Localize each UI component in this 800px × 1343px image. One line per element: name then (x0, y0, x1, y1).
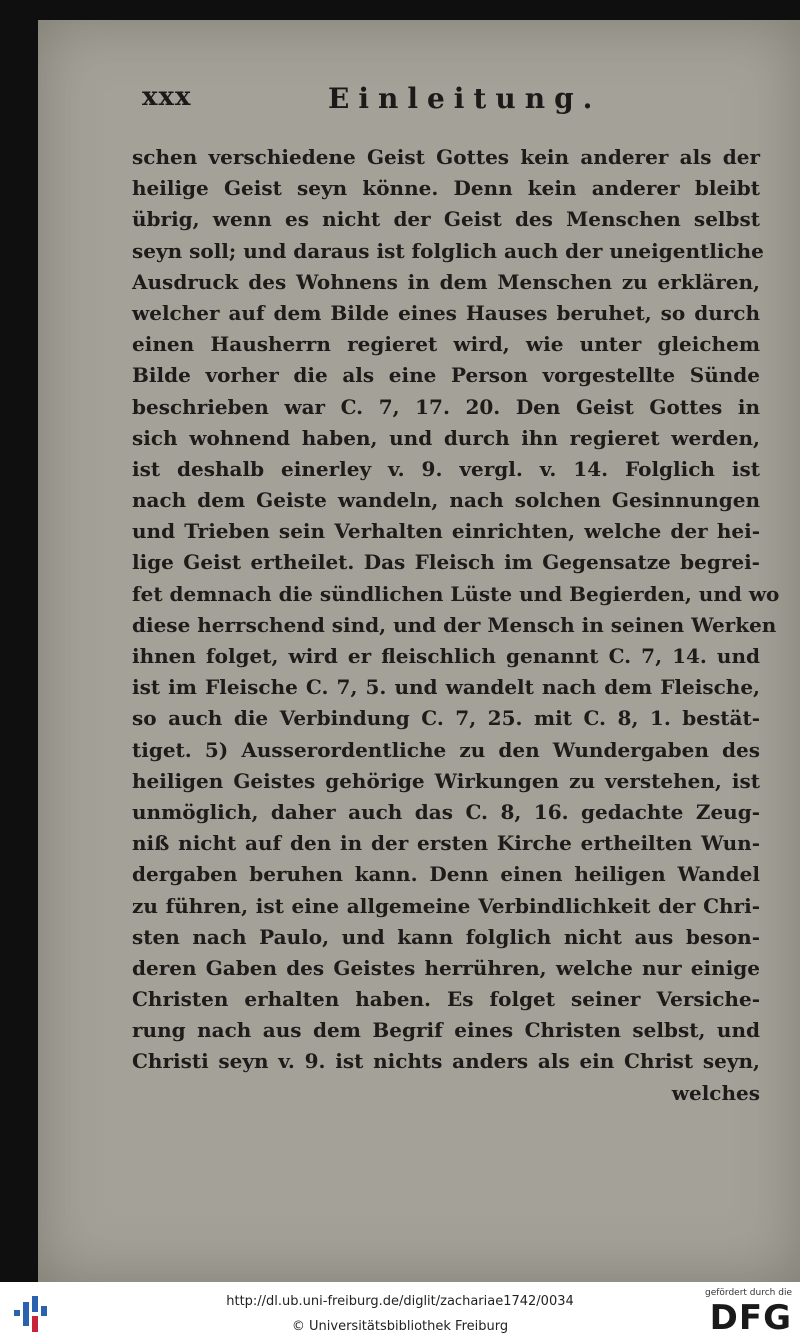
text-line: niß nicht auf den in der ersten Kirche ertheilten Wun- (132, 831, 760, 856)
text-line: Bilde vorher die als eine Person vorgestellte Sünde (132, 363, 760, 388)
text-line: dergaben beruhen kann. Denn einen heiligen Wandel (132, 862, 760, 887)
text-line: Christen erhalten haben. Es folget seiner Versiche- (132, 987, 760, 1012)
text-line: sten nach Paulo, und kann folglich nicht aus beson- (132, 924, 760, 949)
text-line: tiget. 5) Ausserordentliche zu den Wundergaben des (132, 737, 760, 762)
document-url[interactable]: http://dl.ub.uni-freiburg.de/diglit/zachariae1742/0034 (226, 1294, 574, 1309)
text-line: lige Geist ertheilet. Das Fleisch im Gegensatze begrei- (132, 550, 760, 575)
copyright-notice: © Universitätsbibliothek Freiburg (291, 1319, 509, 1334)
running-title: Einleitung. (328, 82, 602, 115)
text-line: schen verschiedene Geist Gottes kein anderer als der (132, 145, 760, 169)
text-line: Ausdruck des Wohnens in dem Menschen zu erklären, (132, 269, 760, 294)
page-number: xxx (142, 82, 192, 112)
text-line: ist deshalb einerley v. 9. vergl. v. 14. Folglich ist (132, 456, 760, 481)
text-line: zu führen, ist eine allgemeine Verbindlichkeit der Chri- (132, 893, 760, 918)
dfg-logo: DFG (709, 1298, 792, 1338)
text-line: einen Hausherrn regieret wird, wie unter gleichem (132, 332, 760, 357)
running-head (142, 82, 762, 118)
text-line: ihnen folget, wird er fleischlich genannt C. 7, 14. und (132, 644, 760, 668)
body-text (132, 142, 780, 1109)
text-line: Christi seyn v. 9. ist nichts anders als ein Christ seyn, (132, 1049, 760, 1074)
text-line: diese herrschend sind, und der Mensch in seinen Werken (132, 612, 777, 637)
text-line: seyn soll; und daraus ist folglich auch der uneigentliche (132, 238, 764, 263)
text-line: unmöglich, daher auch das C. 8, 16. gedachte Zeug- (132, 799, 760, 824)
text-line: welches (671, 1080, 760, 1105)
text-line: welcher auf dem Bilde eines Hauses beruhet, so durch (132, 300, 760, 325)
dfg-caption: gefördert durch die (705, 1288, 792, 1298)
text-line: beschrieben war C. 7, 17. 20. Den Geist Gottes in (132, 394, 760, 419)
text-line: heiligen Geistes gehörige Wirkungen zu verstehen, ist (132, 768, 760, 793)
text-line: und Trieben sein Verhalten einrichten, welche der hei- (132, 519, 760, 544)
text-line: nach dem Geiste wandeln, nach solchen Gesinnungen (132, 488, 760, 513)
text-line: heilige Geist seyn könne. Denn kein anderer bleibt (132, 176, 760, 201)
text-line: fet demnach die sündlichen Lüste und Begierden, und wo (132, 581, 780, 606)
text-line: sich wohnend haben, und durch ihn regieret werden, (132, 425, 760, 450)
text-line: übrig, wenn es nicht der Geist des Menschen selbst (132, 207, 760, 232)
text-line: deren Gaben des Geistes herrühren, welche nur einige (132, 955, 760, 980)
text-line: so auch die Verbindung C. 7, 25. mit C. 8, 1. bestät- (132, 706, 760, 731)
text-line: rung nach aus dem Begrif eines Christen selbst, und (132, 1018, 760, 1043)
footer-bar (0, 1282, 800, 1343)
text-line: ist im Fleische C. 7, 5. und wandelt nach dem Fleische, (132, 675, 760, 700)
